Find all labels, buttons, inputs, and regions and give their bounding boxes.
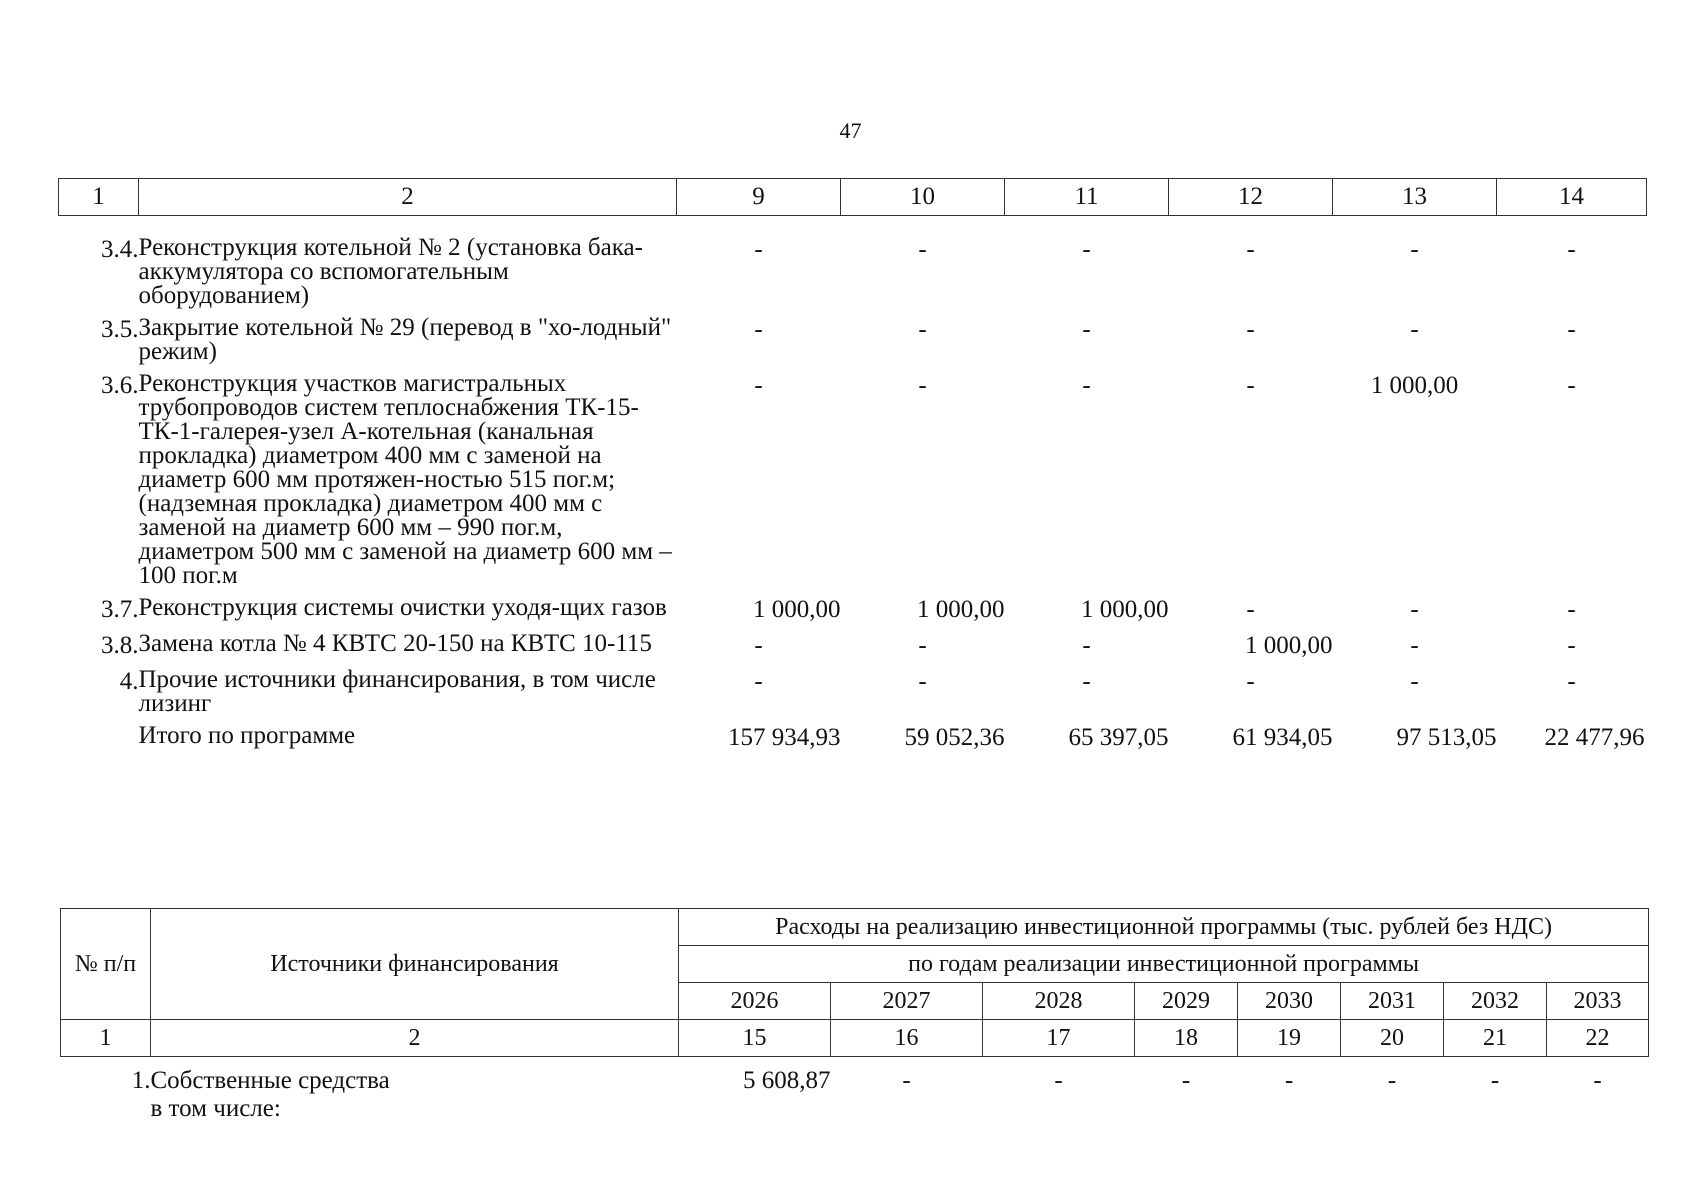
cell-value: -	[1410, 236, 1419, 263]
column-index: 2	[151, 1020, 679, 1057]
column-index: 22	[1547, 1020, 1649, 1057]
cell-value: -	[1567, 316, 1576, 343]
cell-value: 61 934,05	[1232, 724, 1333, 751]
cell-value: -	[1567, 596, 1576, 623]
row-number: 4.	[119, 668, 139, 695]
cell-value: -	[754, 236, 763, 263]
row-name: Реконструкция участков магистральных трубопроводов систем теплоснабжения ТК-15-ТК-1-галерея-узел А-котельная (канальная прокладка) диаметром 400 мм с заменой на диаметр 600 мм протяжен-ностью 515 пог.м; (надземная прокладка) диаметром 400 мм с заменой на диаметр 600 мм – 990 пог.м, диаметром 500 мм с заменой на диаметр 600 мм – 100 пог.м	[138, 370, 672, 589]
row-number: 3.6.	[101, 372, 139, 399]
table-row	[59, 632, 1647, 668]
column-index: 1	[61, 1020, 151, 1057]
cell-value: -	[1246, 596, 1255, 623]
cell-value: -	[918, 632, 927, 659]
table-row	[59, 668, 1647, 724]
column-index: 18	[1135, 1020, 1238, 1057]
cell-value: -	[1410, 316, 1419, 343]
cell-value: 1 000,00	[1081, 596, 1169, 623]
year-header: 2026	[679, 983, 831, 1020]
cell-value: 5 608,87	[743, 1067, 831, 1094]
column-index: 12	[1169, 179, 1333, 216]
column-index-row	[61, 1020, 1649, 1057]
page-number: 47	[839, 118, 862, 143]
column-index: 13	[1333, 179, 1497, 216]
column-index: 1	[59, 179, 139, 216]
column-index: 20	[1341, 1020, 1444, 1057]
cell-value: -	[754, 632, 763, 659]
table-row	[61, 1095, 1649, 1123]
cell-value: -	[754, 316, 763, 343]
cell-value: -	[1246, 668, 1255, 695]
financing-table-continued	[58, 178, 1647, 752]
header-row	[61, 909, 1649, 946]
table-row	[59, 236, 1647, 316]
cell-value: -	[918, 316, 927, 343]
cell-value: -	[1410, 632, 1419, 659]
cell-value: -	[1082, 236, 1091, 263]
cell-value: -	[1567, 372, 1576, 399]
table-row	[59, 216, 1647, 237]
row-name: Итого по программе	[138, 722, 356, 749]
cell-value: -	[1246, 372, 1255, 399]
table-row	[59, 316, 1647, 372]
row-name: Собственные средства	[150, 1067, 390, 1094]
cell-value: -	[1593, 1067, 1602, 1094]
row-name: Прочие источники финансирования, в том числе лизинг	[138, 666, 656, 717]
cell-value: 1 000,00	[917, 596, 1005, 623]
cell-value: 97 513,05	[1396, 724, 1497, 751]
column-index: 10	[841, 179, 1005, 216]
row-number: 3.8.	[101, 632, 139, 659]
cell-value: -	[1567, 668, 1576, 695]
cell-value: -	[1490, 1067, 1500, 1094]
cell-value: -	[918, 668, 927, 695]
column-index: 21	[1444, 1020, 1547, 1057]
cell-value: -	[1246, 236, 1255, 263]
row-number	[59, 724, 139, 752]
column-index: 17	[983, 1020, 1135, 1057]
row-name: Замена котла № 4 КВТС 20-150 на КВТС 10-115	[138, 630, 652, 657]
column-index: 16	[831, 1020, 983, 1057]
cell-value: -	[1082, 316, 1091, 343]
table-row	[59, 372, 1647, 596]
cell-value: -	[1567, 236, 1576, 263]
row-number: 3.7.	[101, 596, 139, 623]
header-title: Расходы на реализацию инвестиционной программы (тыс. рублей без НДС)	[679, 909, 1649, 946]
year-header: 2032	[1444, 983, 1547, 1020]
cell-value: -	[1246, 316, 1255, 343]
cell-value: -	[918, 236, 927, 263]
subitem-label: в том числе:	[150, 1095, 281, 1122]
cell-value: -	[1181, 1067, 1191, 1094]
header-subtitle: по годам реализации инвестиционной программы	[679, 946, 1649, 983]
year-header: 2029	[1135, 983, 1238, 1020]
column-index: 11	[1005, 179, 1169, 216]
cell-value: -	[754, 372, 763, 399]
cell-value: 65 397,05	[1068, 724, 1169, 751]
table-row	[59, 596, 1647, 632]
table-row	[61, 1057, 1649, 1096]
column-header-number: № п/п	[61, 909, 151, 1020]
cell-value: -	[1082, 632, 1091, 659]
cell-value: -	[1387, 1067, 1397, 1094]
year-header: 2027	[831, 983, 983, 1020]
cell-value: -	[1082, 372, 1091, 399]
column-index: 2	[139, 179, 677, 216]
year-header: 2033	[1547, 983, 1649, 1020]
year-header: 2028	[983, 983, 1135, 1020]
year-header: 2031	[1341, 983, 1444, 1020]
column-index: 19	[1238, 1020, 1341, 1057]
cell-value: -	[902, 1067, 911, 1094]
row-name: Закрытие котельной № 29 (перевод в "хо-лодный" режим)	[138, 314, 672, 365]
cell-value: 1 000,00	[753, 596, 841, 623]
cell-value: 22 477,96	[1544, 724, 1645, 751]
cell-value: 59 052,36	[904, 724, 1005, 751]
row-number: 3.4.	[101, 236, 139, 263]
cell-value: -	[1410, 668, 1419, 695]
cell-value: -	[1284, 1067, 1294, 1094]
financing-sources-table	[60, 908, 1649, 1123]
cell-value: -	[1054, 1067, 1063, 1094]
cell-value: -	[754, 668, 763, 695]
year-header: 2030	[1238, 983, 1341, 1020]
cell-value: 1 000,00	[1370, 372, 1459, 399]
column-index-row	[59, 179, 1647, 216]
cell-value: -	[1567, 632, 1576, 659]
column-index: 15	[679, 1020, 831, 1057]
cell-value: 1 000,00	[1245, 632, 1333, 659]
row-number: 3.5.	[101, 316, 139, 343]
cell-value: 157 934,93	[728, 724, 841, 751]
total-row	[59, 724, 1647, 752]
column-header-source: Источники финансирования	[151, 909, 679, 1020]
row-name: Реконструкция котельной № 2 (установка бака-аккумулятора со вспомогательным оборудованием)	[138, 234, 643, 309]
cell-value: -	[1082, 668, 1091, 695]
cell-value: -	[918, 372, 927, 399]
column-index: 9	[677, 179, 841, 216]
row-number: 1.	[131, 1067, 151, 1094]
cell-value: -	[1410, 596, 1419, 623]
row-name: Реконструкция системы очистки уходя-щих газов	[138, 594, 667, 621]
column-index: 14	[1497, 179, 1647, 216]
